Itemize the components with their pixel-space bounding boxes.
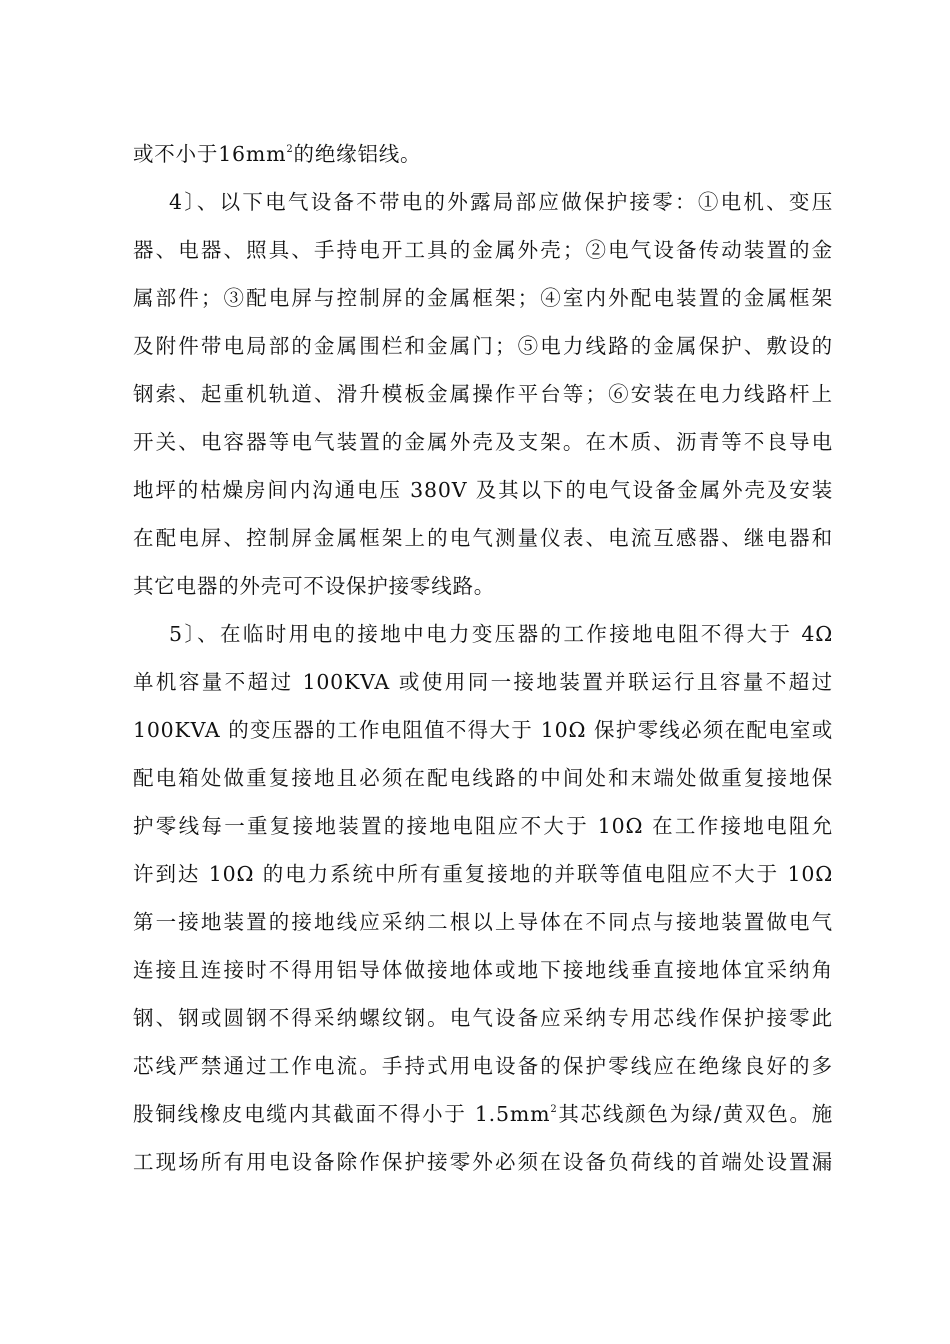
text-line: 在配电屏、控制屏金属框架上的电气测量仪表、电流互感器、继电器和 — [133, 526, 833, 550]
text-line: 钢索、起重机轨道、滑升模板金属操作平台等；⑥安装在电力线路杆上 — [133, 382, 833, 406]
text-line: 护零线每一重复接地装置的接地电阻应不大于 10Ω 在工作接地电阻允 — [133, 814, 833, 838]
text-line: 或不小于$16mm^2$的绝缘铝线。 — [133, 142, 422, 166]
paragraph-5-line: 5〕、在临时用电的接地中电力变压器的工作接地电阻不得大于 4Ω — [169, 622, 833, 646]
text-line: 配电箱处做重复接地且必须在配电线路的中间处和末端处做重复接地保 — [133, 766, 833, 790]
text-line: 属部件；③配电屏与控制屏的金属框架；④室内外配电装置的金属框架 — [133, 286, 833, 310]
text-line: 第一接地装置的接地线应采纳二根以上导体在不同点与接地装置做电气 — [133, 910, 833, 934]
text-line: 单机容量不超过 100KVA 或使用同一接地装置并联运行且容量不超过 — [133, 670, 833, 694]
superscript: 2 — [550, 1104, 558, 1115]
text-line: 及附件带电局部的金属围栏和金属门；⑤电力线路的金属保护、敷设的 — [133, 334, 833, 358]
superscript: 2 — [286, 144, 294, 155]
text-line: 其它电器的外壳可不设保护接零线路。 — [133, 574, 496, 598]
text-line: 器、电器、照具、手持电开工具的金属外壳；②电气设备传动装置的金 — [133, 238, 833, 262]
text-line: 地坪的枯燥房间内沟通电压 380V 及其以下的电气设备金属外壳及安装 — [133, 478, 833, 502]
text-line: 许到达 10Ω 的电力系统中所有重复接地的并联等值电阻应不大于 10Ω — [133, 862, 833, 886]
text-line: 芯线严禁通过工作电流。手持式用电设备的保护零线应在绝缘良好的多 — [133, 1054, 833, 1078]
text-line: 100KVA 的变压器的工作电阻值不得大于 10Ω 保护零线必须在配电室或 — [133, 718, 833, 742]
text-line: 开关、电容器等电气装置的金属外壳及支架。在木质、沥青等不良导电 — [133, 430, 833, 454]
text-line: 股铜线橡皮电缆内其截面不得小于 $1.5mm^2$其芯线颜色为绿/黄双色。施 — [133, 1102, 833, 1126]
text-line: 工现场所有用电设备除作保护接零外必须在设备负荷线的首端处设置漏 — [133, 1150, 833, 1174]
document-body — [133, 130, 833, 1186]
text-line: 连接且连接时不得用铝导体做接地体或地下接地线垂直接地体宜采纳角 — [133, 958, 833, 982]
paragraph-4-line: 4〕、以下电气设备不带电的外露局部应做保护接零：①电机、变压 — [169, 190, 833, 214]
text-line: 钢、钢或圆钢不得采纳螺纹钢。电气设备应采纳专用芯线作保护接零此 — [133, 1006, 833, 1030]
